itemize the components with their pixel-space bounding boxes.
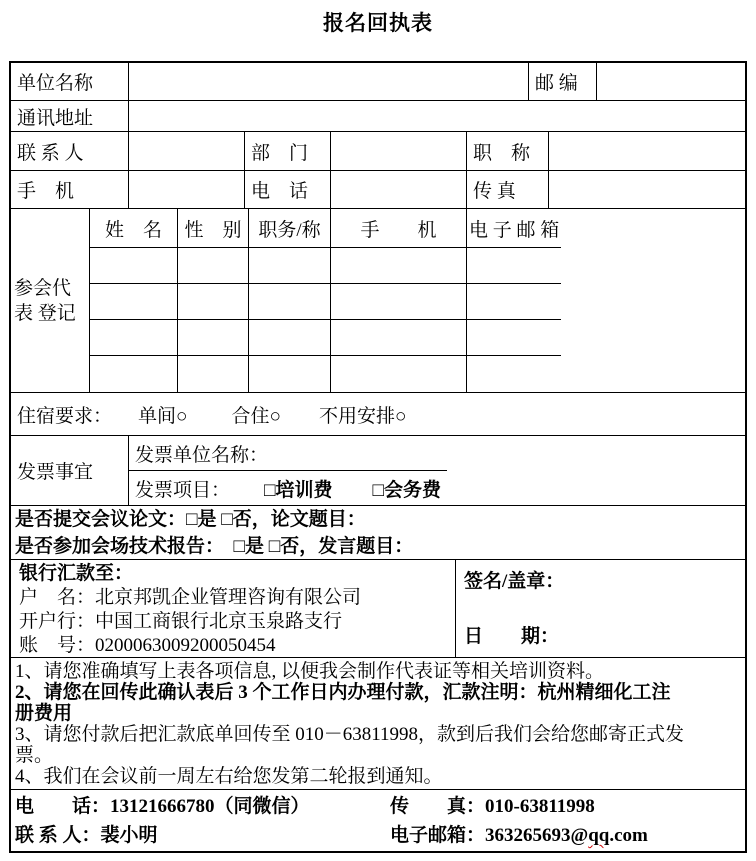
footer-email-line [390, 821, 648, 850]
delegate-4-mobile-cell[interactable] [331, 356, 467, 392]
invoice-items-row [129, 471, 447, 505]
delegate-2-email-cell[interactable] [467, 284, 561, 319]
invoice-items-label: 发票项目： [135, 479, 231, 501]
footer-left [11, 790, 382, 851]
contact-label: 联 系 人 [11, 132, 129, 170]
paper-speech-line[interactable]: 是否参加会场技术报告： □是 □否，发言题目： [15, 536, 414, 557]
bank-info-cell [11, 560, 456, 657]
mobile-label: 手 机 [11, 171, 129, 208]
mobile-input-cell[interactable] [129, 171, 245, 208]
signature-label[interactable]: 签名/盖章： [464, 571, 565, 592]
delegate-header-position: 职务/称 [249, 209, 331, 247]
accommodation-option-shared[interactable]: 合住○ [231, 405, 281, 427]
footer-fax: 传 真：010-63811998 [390, 796, 595, 817]
address-label: 通讯地址 [11, 101, 129, 131]
signature-cell [456, 560, 745, 657]
notes-cell [11, 658, 745, 789]
delegate-header-mobile: 手 机 [331, 209, 467, 247]
row-invoice [11, 436, 745, 506]
delegate-row-4 [90, 356, 561, 392]
address-input-cell[interactable] [129, 101, 745, 131]
note-3-line2: 票。 [15, 745, 54, 766]
row-mobile [11, 171, 745, 209]
delegates-group-label-line1: 参会代 [14, 277, 72, 299]
footer-email-user: 363265693@ [485, 825, 589, 846]
row-accommodation [11, 393, 745, 436]
row-notes [11, 658, 745, 790]
invoice-name-label[interactable]: 发票单位名称： [135, 444, 269, 466]
unit-name-label: 单位名称 [11, 63, 129, 100]
job-title-label: 职 称 [467, 132, 549, 170]
footer-contact-person: 联 系 人：裴小明 [15, 825, 158, 846]
postal-code-input-cell[interactable] [597, 63, 745, 100]
delegate-row-2 [90, 284, 561, 320]
bank-name: 开户行：中国工商银行北京玉泉路支行 [19, 611, 343, 632]
delegate-4-email-cell[interactable] [467, 356, 561, 392]
delegate-4-position-cell[interactable] [249, 356, 331, 392]
delegates-group-label-line2: 表 登记 [14, 302, 76, 324]
delegate-header-gender: 性 别 [178, 209, 249, 247]
delegate-3-gender-cell[interactable] [178, 320, 249, 355]
delegate-2-gender-cell[interactable] [178, 284, 249, 319]
delegate-row-3 [90, 320, 561, 356]
fax-label: 传 真 [467, 171, 549, 208]
invoice-right [129, 436, 447, 505]
invoice-name-row [129, 436, 447, 471]
delegate-1-gender-cell[interactable] [178, 248, 249, 283]
accommodation-option-none[interactable]: 不用安排○ [318, 405, 407, 427]
delegate-header-name: 姓 名 [90, 209, 178, 247]
bank-account-number: 账 号：0200063009200050454 [19, 635, 276, 656]
accommodation-option-single[interactable]: 单间○ [138, 405, 188, 427]
fax-input-cell[interactable] [549, 171, 745, 208]
row-unit-name [11, 63, 745, 101]
row-paper [11, 506, 745, 560]
invoice-item-conference-checkbox[interactable]: □会务费 [372, 479, 441, 501]
department-label: 部 门 [245, 132, 331, 170]
paper-cell [11, 506, 745, 559]
date-label[interactable]: 日 期： [464, 626, 560, 647]
delegate-2-position-cell[interactable] [249, 284, 331, 319]
unit-name-input-cell[interactable] [129, 63, 529, 100]
phone-input-cell[interactable] [331, 171, 467, 208]
note-2-line2: 册费用 [15, 703, 73, 724]
footer-email-tld: .com [609, 825, 648, 846]
delegate-3-email-cell[interactable] [467, 320, 561, 355]
accommodation-label: 住宿要求： [17, 405, 113, 427]
delegate-3-mobile-cell[interactable] [331, 320, 467, 355]
delegate-1-position-cell[interactable] [249, 248, 331, 283]
contact-input-cell[interactable] [129, 132, 245, 170]
delegate-1-name-cell[interactable] [90, 248, 178, 283]
footer-right [382, 790, 745, 851]
registration-form-table [9, 61, 747, 853]
footer-email-domain-spellcheck: qq [588, 825, 610, 846]
delegate-2-name-cell[interactable] [90, 284, 178, 319]
job-title-input-cell[interactable] [549, 132, 745, 170]
delegate-row-1 [90, 248, 561, 284]
row-contact [11, 132, 745, 171]
row-bank [11, 560, 745, 658]
row-address [11, 101, 745, 132]
note-4: 4、我们在会议前一周左右给您发第二轮报到通知。 [15, 766, 443, 787]
delegate-1-mobile-cell[interactable] [331, 248, 467, 283]
delegates-group-label [11, 209, 90, 392]
invoice-items-cell [129, 471, 447, 505]
page-title: 报名回执表 [323, 11, 433, 35]
delegate-4-gender-cell[interactable] [178, 356, 249, 392]
postal-code-label: 邮 编 [529, 63, 597, 100]
delegate-2-mobile-cell[interactable] [331, 284, 467, 319]
delegate-4-name-cell[interactable] [90, 356, 178, 392]
note-3-line1: 3、请您付款后把汇款底单回传至 010－63811998，款到后我们会给您邮寄正式发 [15, 724, 685, 745]
bank-account-name: 户 名：北京邦凯企业管理咨询有限公司 [19, 587, 362, 608]
delegate-3-position-cell[interactable] [249, 320, 331, 355]
note-1: 1、请您准确填写上表各项信息, 以便我会制作代表证等相关培训资料。 [15, 661, 605, 682]
delegate-header-email: 电 子 邮 箱 [469, 219, 560, 241]
invoice-label: 发票事宜 [11, 436, 129, 505]
phone-label: 电 话 [245, 171, 331, 208]
footer-phone: 电 话：13121666780（同微信） [15, 796, 310, 817]
bank-title: 银行汇款至： [19, 563, 134, 584]
note-2-line1: 2、请您在回传此确认表后 3 个工作日内办理付款，汇款注明：杭州精细化工注 [15, 682, 671, 703]
delegate-1-email-cell[interactable] [467, 248, 561, 283]
row-footer-contact [11, 790, 745, 851]
invoice-item-training-checkbox[interactable]: □培训费 [264, 479, 333, 501]
row-delegates [11, 209, 745, 393]
delegates-header-row [90, 209, 561, 248]
accommodation-cell [11, 393, 745, 435]
paper-submit-line[interactable]: 是否提交会议论文：□是 □否，论文题目： [15, 509, 366, 530]
footer-email-label: 电子邮箱： [390, 825, 486, 846]
department-input-cell[interactable] [331, 132, 467, 170]
delegate-3-name-cell[interactable] [90, 320, 178, 355]
delegates-grid [90, 209, 561, 392]
